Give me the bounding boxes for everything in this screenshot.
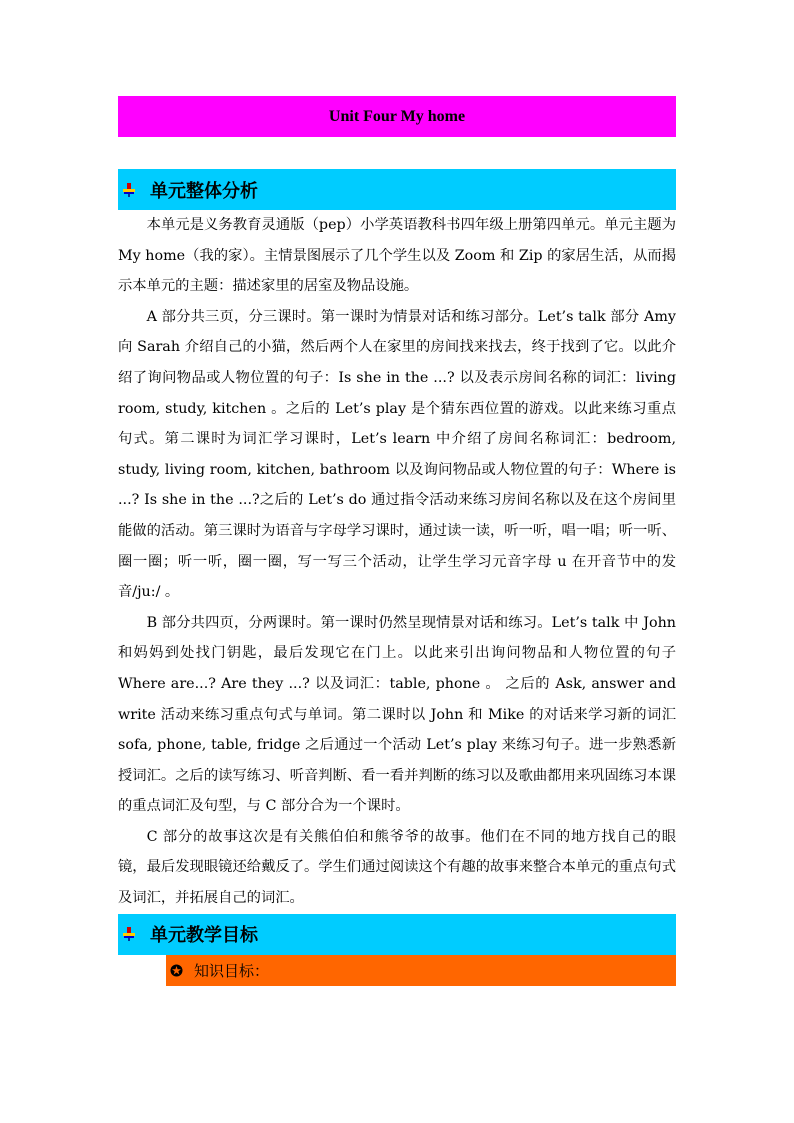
section-heading-analysis bbox=[118, 169, 676, 210]
pushpin-bullet-icon bbox=[122, 183, 136, 197]
paragraph-intro: 本单元是义务教育灵通版（pep）小学英语教科书四年级上册第四单元。单元主题为 My home（我的家）。主情景图展示了几个学生以及 Zoom 和 Zip 的家居生活，从而揭示本单元的主题：描述家里的居室及物品设施。 bbox=[118, 217, 676, 295]
section-title: 单元教学目标 bbox=[150, 925, 258, 947]
section-title: 单元整体分析 bbox=[150, 180, 258, 202]
pushpin-bullet-icon bbox=[122, 927, 136, 941]
analysis-body bbox=[118, 210, 676, 914]
paragraph-part-c: C 部分的故事这次是有关熊伯伯和熊爷爷的故事。他们在不同的地方找自己的眼镜，最后发现眼镜还给戴反了。学生们通过阅读这个有趣的故事来整合本单元的重点句式及词汇，并拓展自己的词汇。 bbox=[118, 828, 676, 907]
star-circle-icon bbox=[170, 964, 183, 977]
document-title: Unit Four My home bbox=[328, 107, 466, 125]
subsection-heading-knowledge bbox=[166, 955, 676, 986]
document-page bbox=[118, 96, 676, 986]
paragraph-part-a: A 部分共三页，分三课时。第一课时为情景对话和练习部分。Let’s talk 部分 Amy 向 Sarah 介绍自己的小猫，然后两个人在家里的房间找来找去，终于找到了它。以此介绍了询问物品或人物位置的句子：Is she in the ...? 以及表示房间名称的词汇：living room, study, kitchen 。之后的 Let’s play 是个猜东西位置的游戏。以此来练习重点句式。第二课时为词汇学习课时，Let’s learn 中介绍了房间名称词汇：bedroom, study, living room, kitchen, bathroom 以及询问物品或人物位置的句子：Where is ...? Is she in the ...?之后的 Let’s do 通过指令活动来练习房间名称以及在这个房间里能做的活动。第三课时为语音与字母学习课时，通过读一读，听一听，唱一唱；听一听、圈一圈；听一听，圈一圈，写一写三个活动，让学生学习元音字母 u 在开音节中的发音/ju:/ 。 bbox=[118, 308, 676, 601]
title-banner bbox=[118, 96, 676, 137]
paragraph-part-b: B 部分共四页，分两课时。第一课时仍然呈现情景对话和练习。Let’s talk 中 John 和妈妈到处找门钥匙，最后发现它在门上。以此来引出询问物品和人物位置的句子 Where are...? Are they ...? 以及词汇：table, phone 。 之后的 Ask, answer and write 活动来练习重点句式与单词。第二课时以 John 和 Mike 的对话来学习新的词汇 sofa, phone, table, fridge 之后通过一个活动 Let’s play 来练习句子。进一步熟悉新授词汇。之后的读写练习、听音判断、看一看并判断的练习以及歌曲都用来巩固练习本课的重点词汇及句型，与 C 部分合为一个课时。 bbox=[118, 614, 676, 815]
section-heading-objectives bbox=[118, 914, 676, 955]
subsection-title: 知识目标： bbox=[194, 961, 270, 980]
